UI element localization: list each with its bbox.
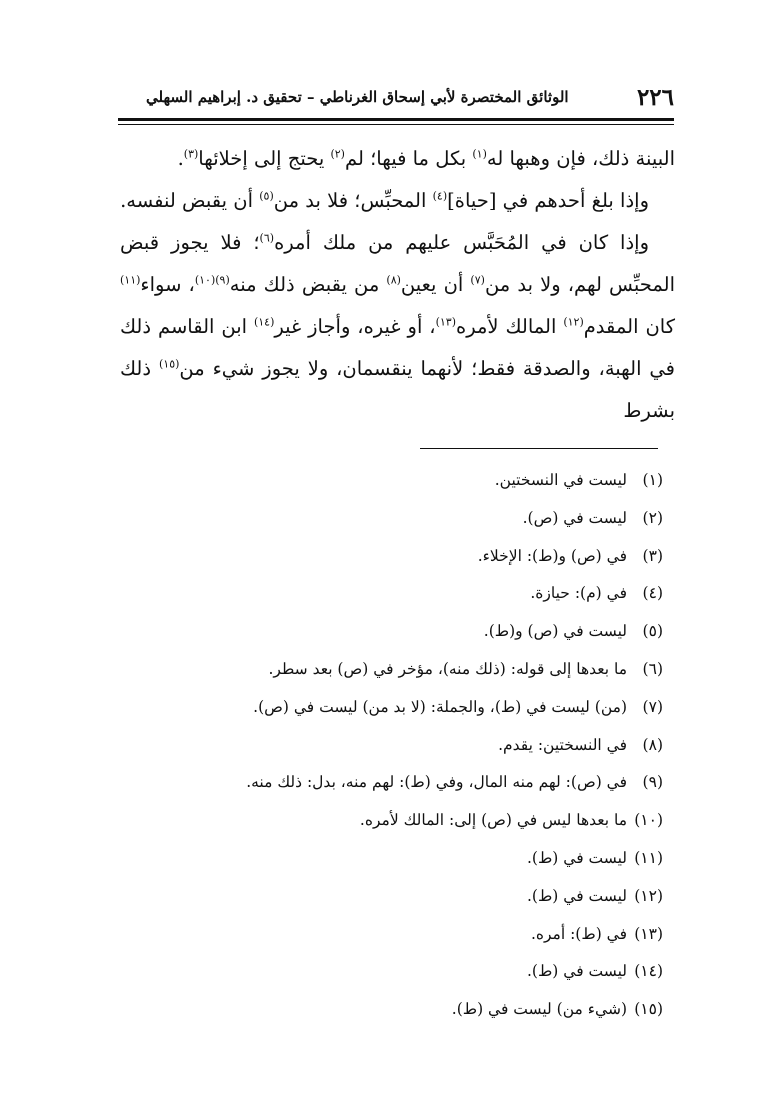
footnote-text: في (ص) و(ط): الإخلاء. xyxy=(477,546,627,565)
footnote-item xyxy=(120,916,663,954)
paragraph-1 xyxy=(120,138,675,180)
footnote-number: (٦) xyxy=(642,659,663,678)
footnote-text: ما بعدها إلى قوله: (ذلك منه)، مؤخر في (ص) بعد سطر. xyxy=(268,659,627,678)
text-run: ذلك بشرط xyxy=(120,357,675,422)
header-rule-thick xyxy=(118,118,674,121)
footnote-number: (٢) xyxy=(642,508,663,527)
text-run: ، سواء xyxy=(140,273,195,296)
header-rule-thin xyxy=(118,124,674,125)
footnote-item xyxy=(120,538,663,576)
footnote-text: ليست في (ص). xyxy=(522,508,627,527)
text-run: المحبِّس؛ فلا بد من xyxy=(273,189,433,212)
paragraph-3 xyxy=(120,222,675,432)
page-number: ٢٢٦ xyxy=(636,84,674,111)
footnote-number: (١) xyxy=(642,471,663,489)
footnote-item xyxy=(120,462,663,500)
footnote-ref: (١١) xyxy=(120,273,141,287)
text-run: كان المقدم xyxy=(583,315,675,338)
footnote-ref: (١٥) xyxy=(158,357,180,371)
footnote-item xyxy=(120,878,663,916)
text-run: ، أو غيره، وأجاز غير xyxy=(274,315,436,338)
text-run: بكل ما فيها؛ لم xyxy=(344,147,473,170)
text-run: وإذا بلغ أحدهم في [حياة] xyxy=(447,189,649,212)
footnote-ref: (١٣) xyxy=(435,315,456,329)
footnote-item xyxy=(120,651,663,689)
footnote-text: (شيء من) ليست في (ط). xyxy=(451,1000,627,1019)
footnote-text: في (م): حيازة. xyxy=(530,584,627,603)
text-run: ابن القاسم ذلك في الهبة، والصدقة فقط؛ لأنهما ينقسمان، ولا يجوز شيء من xyxy=(120,315,675,380)
footnote-item xyxy=(120,953,663,991)
footnote-number: (١٥) xyxy=(634,1000,663,1019)
footnote-item xyxy=(120,689,663,727)
text-run: . xyxy=(177,147,184,170)
footnote-number: (٣) xyxy=(642,546,663,565)
footnote-text: ليست في (ط). xyxy=(527,848,627,867)
footnote-item xyxy=(120,840,663,878)
footnote-ref: (٦) xyxy=(259,231,275,245)
footnote-ref: (٨) xyxy=(386,273,401,287)
footnote-item xyxy=(120,727,663,765)
footnote-item xyxy=(120,613,663,651)
footnote-item xyxy=(120,991,663,1029)
footnote-ref: (٥) xyxy=(259,189,274,203)
footnote-text: ليست في (ص) و(ط). xyxy=(483,622,627,641)
footnote-text: ما بعدها ليس في (ص) إلى: المالك لأمره. xyxy=(359,811,627,830)
footnote-text: (من) ليست في (ط)، والجملة: (لا بد من) ليست في (ص). xyxy=(253,697,627,716)
footnote-number: (١٤) xyxy=(634,962,663,981)
paragraph-2 xyxy=(120,180,675,222)
footnote-number: (٤) xyxy=(642,584,663,603)
page-header xyxy=(118,80,674,116)
footnote-number: (٩) xyxy=(642,773,663,792)
footnote-number: (١٣) xyxy=(634,924,663,943)
text-run: أن يعين xyxy=(400,273,471,296)
footnote-item xyxy=(120,575,663,613)
text-run: يحتج إلى إخلائها xyxy=(198,147,331,170)
footnote-ref: (٤) xyxy=(432,189,448,203)
footnote-ref: (١٢) xyxy=(563,315,584,329)
footnote-text: في (ط): أمره. xyxy=(530,924,627,943)
footnote-text: ليست في النسختين. xyxy=(494,471,627,489)
footnote-ref: (١٤) xyxy=(253,315,275,329)
text-run: المالك لأمره xyxy=(456,315,564,338)
text-run: وإذا كان في المُحَبَّس عليهم من ملك أمره xyxy=(274,231,649,254)
footnote-separator xyxy=(420,448,658,449)
footnote-item xyxy=(120,764,663,802)
footnote-text: في النسختين: يقدم. xyxy=(498,735,627,754)
footnote-ref: (٣) xyxy=(183,147,199,161)
text-run: البينة ذلك، فإن وهبها له xyxy=(486,147,675,170)
footnote-ref: (١) xyxy=(472,147,487,161)
footnotes-list xyxy=(120,462,663,1029)
footnote-number: (٥) xyxy=(642,622,663,641)
footnote-ref: (٢) xyxy=(330,147,345,161)
footnote-text: في (ص): لهم منه المال، وفي (ط): لهم منه، بدل: ذلك منه. xyxy=(246,773,627,792)
footnote-number: (١٢) xyxy=(634,886,663,905)
running-title: الوثائق المختصرة لأبي إسحاق الغرناطي – تحقيق د. إبراهيم السهلي xyxy=(146,88,569,106)
text-run: أن يقبض لنفسه. xyxy=(120,189,260,212)
footnote-item xyxy=(120,500,663,538)
text-run: من يقبض ذلك منه xyxy=(229,273,387,296)
footnote-item xyxy=(120,802,663,840)
footnote-ref: (٩)(١٠) xyxy=(194,273,230,287)
footnote-text: ليست في (ط). xyxy=(527,962,627,981)
footnote-number: (١٠) xyxy=(634,811,663,830)
footnote-number: (٨) xyxy=(642,735,663,754)
footnote-number: (٧) xyxy=(642,697,663,716)
footnote-text: ليست في (ط). xyxy=(527,886,627,905)
footnote-ref: (٧) xyxy=(470,273,485,287)
text-run: ؛ فلا يجوز قبض المحبِّس لهم، ولا بد من xyxy=(120,231,676,296)
main-text xyxy=(120,138,675,432)
footnote-number: (١١) xyxy=(634,848,663,867)
